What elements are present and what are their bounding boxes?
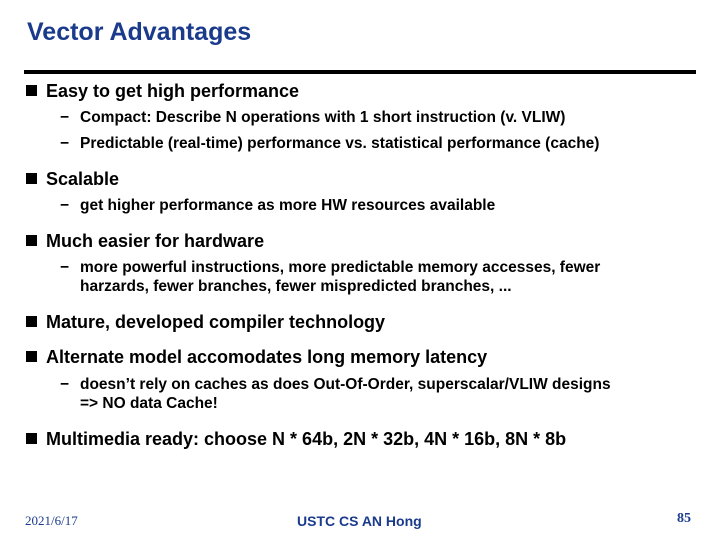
bullet-item-scalable bbox=[26, 168, 119, 190]
sub-bullet-predictable bbox=[60, 134, 599, 153]
bullet-text: Much easier for hardware bbox=[46, 231, 265, 251]
dash-bullet-icon: − bbox=[60, 197, 70, 214]
square-bullet-icon bbox=[26, 316, 37, 327]
dash-bullet-icon: − bbox=[60, 376, 70, 393]
bullet-item-memory-latency bbox=[26, 346, 487, 368]
sub-bullet-compact bbox=[60, 108, 565, 127]
sub-bullet-text: more powerful instructions, more predictable memory accesses, fewer bbox=[80, 259, 601, 276]
bullet-text: Mature, developed compiler technology bbox=[46, 312, 386, 332]
sub-bullet-text-continued: => NO data Cache! bbox=[80, 395, 218, 412]
dash-bullet-icon: − bbox=[60, 259, 70, 276]
bullet-item-hardware bbox=[26, 230, 264, 252]
footer-author: USTC CS AN Hong bbox=[297, 513, 422, 529]
square-bullet-icon bbox=[26, 85, 37, 96]
square-bullet-icon bbox=[26, 173, 37, 184]
sub-bullet-text: Predictable (real-time) performance vs. statistical performance (cache) bbox=[80, 135, 600, 152]
sub-bullet-text: doesn’t rely on caches as does Out-Of-Order, superscalar/VLIW designs bbox=[80, 376, 611, 393]
square-bullet-icon bbox=[26, 351, 37, 362]
sub-bullet-caches bbox=[60, 375, 611, 413]
sub-bullet-instructions bbox=[60, 258, 600, 296]
bullet-item-multimedia bbox=[26, 428, 566, 450]
bullet-text: Multimedia ready: choose N * 64b, 2N * 32b, 4N * 16b, 8N * 8b bbox=[46, 429, 567, 449]
bullet-text: Scalable bbox=[46, 169, 120, 189]
dash-bullet-icon: − bbox=[60, 135, 70, 152]
sub-bullet-text-continued: harzards, fewer branches, fewer mispredicted branches, ... bbox=[80, 278, 512, 295]
sub-bullet-text: get higher performance as more HW resources available bbox=[80, 197, 496, 214]
bullet-item-performance bbox=[26, 80, 299, 102]
dash-bullet-icon: − bbox=[60, 109, 70, 126]
bullet-text: Alternate model accomodates long memory latency bbox=[46, 347, 488, 367]
sub-bullet-higher-performance bbox=[60, 196, 495, 215]
square-bullet-icon bbox=[26, 433, 37, 444]
bullet-text: Easy to get high performance bbox=[46, 81, 300, 101]
title-divider bbox=[24, 70, 696, 74]
sub-bullet-text: Compact: Describe N operations with 1 short instruction (v. VLIW) bbox=[80, 109, 566, 126]
square-bullet-icon bbox=[26, 235, 37, 246]
slide-title: Vector Advantages bbox=[27, 18, 252, 46]
bullet-item-compiler bbox=[26, 311, 385, 333]
footer-date: 2021/6/17 bbox=[25, 513, 78, 528]
page-number: 85 bbox=[677, 511, 691, 526]
